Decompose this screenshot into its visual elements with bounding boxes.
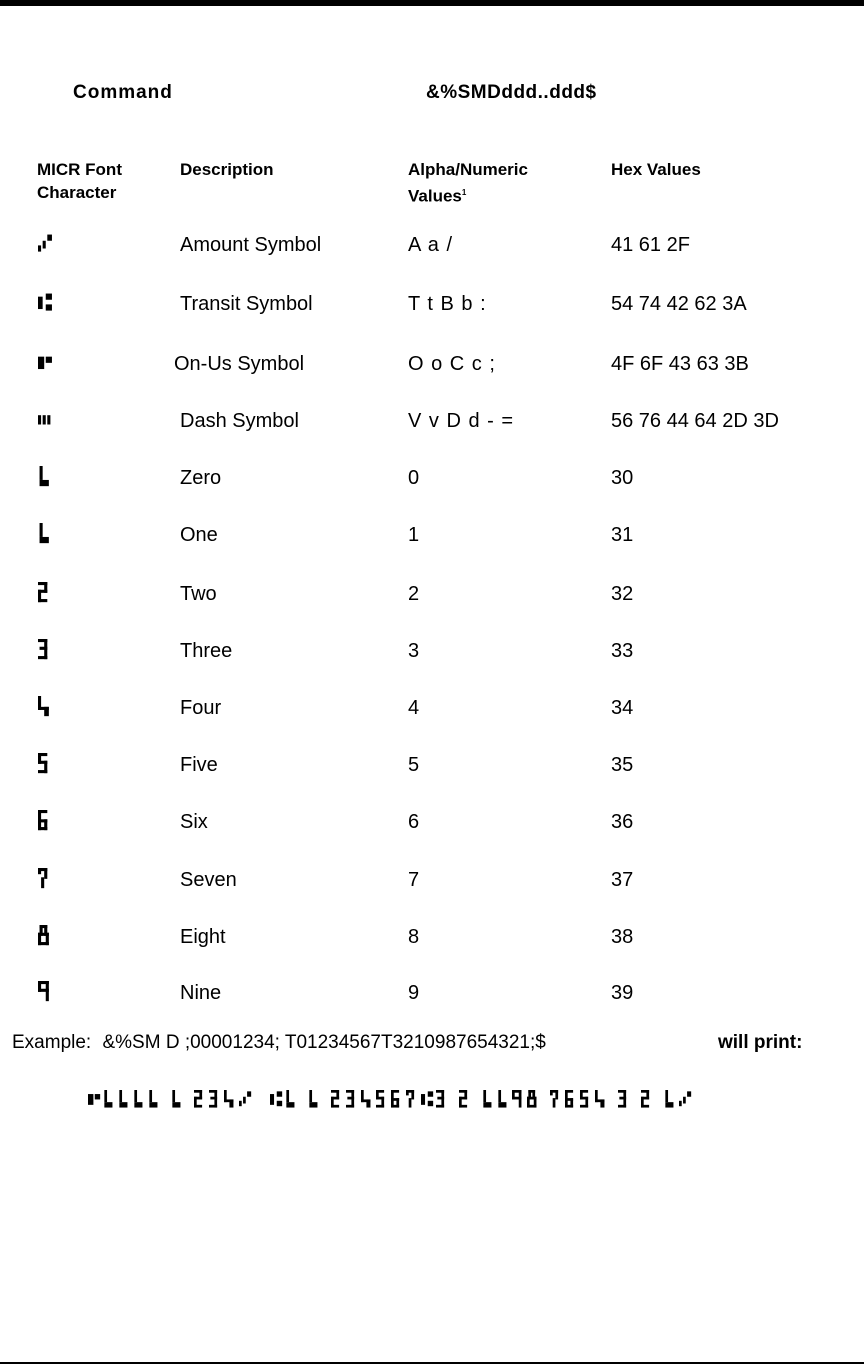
row-description: Three <box>180 640 233 662</box>
table-row <box>0 230 864 260</box>
table-row <box>0 349 864 379</box>
row-hex-values: 56 76 44 64 2D 3D <box>611 410 779 432</box>
micr-5-icon <box>36 750 76 780</box>
table-row <box>0 579 864 609</box>
row-hex-values: 35 <box>611 754 634 776</box>
row-hex-values: 37 <box>611 869 634 891</box>
header-micr-font-character: MICR Font Character <box>37 160 122 202</box>
micr-printed-output <box>88 1088 858 1115</box>
micr-7-icon <box>36 865 76 895</box>
table-row <box>0 520 864 550</box>
example-prefix: Example: <box>12 1032 92 1053</box>
row-alpha-values: A a / <box>408 234 454 256</box>
row-description: Dash Symbol <box>180 410 299 432</box>
micr-4-icon <box>36 693 76 723</box>
row-alpha-values: 7 <box>408 869 421 891</box>
row-hex-values: 54 74 42 62 3A <box>611 293 747 315</box>
row-alpha-values: 6 <box>408 811 421 833</box>
row-hex-values: 31 <box>611 524 634 546</box>
transit-symbol-icon <box>36 289 76 319</box>
table-row <box>0 289 864 319</box>
header-hex-values: Hex Values <box>611 160 701 179</box>
row-description: Two <box>180 583 217 605</box>
row-alpha-values: 5 <box>408 754 421 776</box>
row-description: Eight <box>180 926 226 948</box>
row-description: Amount Symbol <box>180 234 322 256</box>
micr-6-icon <box>36 807 76 837</box>
row-hex-values: 38 <box>611 926 634 948</box>
table-row <box>0 750 864 780</box>
micr-9-icon <box>36 978 76 1008</box>
row-description: On-Us Symbol <box>174 353 305 375</box>
row-alpha-values: 0 <box>408 467 421 489</box>
amount-symbol-icon <box>36 230 76 260</box>
on-us-symbol-icon <box>36 349 76 379</box>
row-alpha-values: 9 <box>408 982 421 1004</box>
row-hex-values: 39 <box>611 982 634 1004</box>
row-alpha-values: O o C c ; <box>408 353 496 375</box>
micr-8-icon <box>36 922 76 952</box>
table-row <box>0 922 864 952</box>
header-description: Description <box>180 160 274 179</box>
row-hex-values: 36 <box>611 811 634 833</box>
row-description: Six <box>180 811 208 833</box>
table-row <box>0 807 864 837</box>
header-alpha-numeric: Alpha/Numeric Values$^1$ <box>408 160 528 206</box>
example-command: &%SM D ;00001234; T01234567T3210987654321;$ <box>102 1032 546 1053</box>
table-row <box>0 463 864 493</box>
row-alpha-values: 4 <box>408 697 421 719</box>
row-description: Seven <box>180 869 237 891</box>
row-alpha-values: 2 <box>408 583 421 605</box>
table-row <box>0 693 864 723</box>
row-alpha-values: T t B b : <box>408 293 487 315</box>
table-row <box>0 978 864 1008</box>
bottom-rule <box>0 1362 864 1364</box>
row-alpha-values: 3 <box>408 640 421 662</box>
micr-3-icon <box>36 636 76 666</box>
row-alpha-values: V v D d - = <box>408 410 515 432</box>
row-description: Nine <box>180 982 222 1004</box>
micr-0-icon <box>36 463 76 493</box>
row-hex-values: 32 <box>611 583 634 605</box>
row-hex-values: 34 <box>611 697 634 719</box>
row-description: Zero <box>180 467 222 489</box>
row-alpha-values: 8 <box>408 926 421 948</box>
row-description: One <box>180 524 218 546</box>
row-hex-values: 41 61 2F <box>611 234 690 256</box>
top-rule <box>0 0 864 6</box>
row-alpha-values: 1 <box>408 524 421 546</box>
table-row <box>0 636 864 666</box>
dash-symbol-icon <box>36 406 76 436</box>
example-line <box>12 1032 852 1054</box>
row-hex-values: 30 <box>611 467 634 489</box>
example-suffix: will print: <box>718 1032 803 1053</box>
micr-1-icon <box>36 520 76 550</box>
row-hex-values: 33 <box>611 640 634 662</box>
table-row <box>0 406 864 436</box>
row-description: Five <box>180 754 218 776</box>
row-description: Transit Symbol <box>180 293 313 315</box>
micr-2-icon <box>36 579 76 609</box>
footnote-marker: 1 <box>461 188 467 197</box>
command-syntax: &%SMDddd..ddd$ <box>426 82 597 103</box>
row-description: Four <box>180 697 222 719</box>
command-label: Command <box>73 82 173 103</box>
row-hex-values: 4F 6F 43 63 3B <box>611 353 749 375</box>
table-row <box>0 865 864 895</box>
